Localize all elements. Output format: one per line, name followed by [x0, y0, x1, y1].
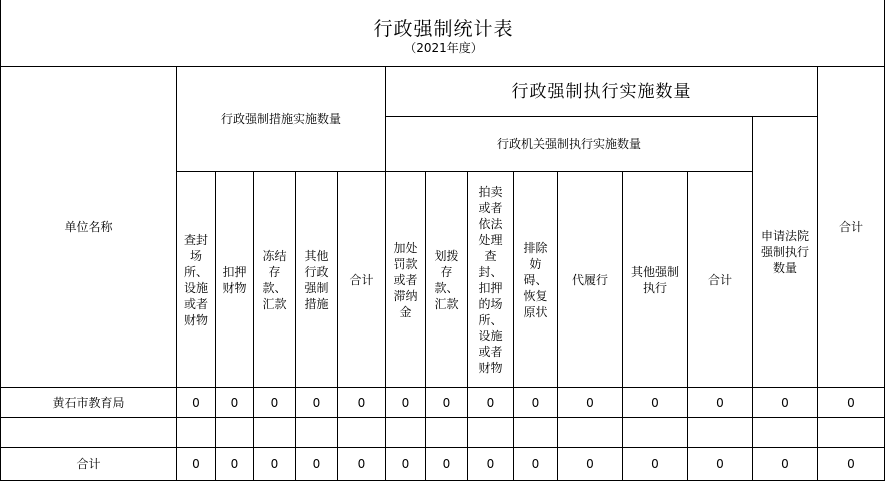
header-measure-seize-label: 扣押财物	[222, 264, 247, 295]
table-row-empty	[1, 418, 885, 448]
header-enf-remove	[514, 172, 558, 388]
cell-value	[216, 418, 254, 448]
cell-value	[296, 418, 338, 448]
cell-value: 0	[468, 388, 514, 418]
cell-value	[818, 418, 885, 448]
cell-value: 0	[177, 448, 216, 481]
cell-value: 0	[818, 388, 885, 418]
table-title: 行政强制统计表	[373, 18, 514, 40]
cell-value: 0	[338, 448, 386, 481]
header-court-application	[753, 117, 818, 388]
cell-value: 0	[688, 388, 753, 418]
cell-value	[468, 418, 514, 448]
header-enf-other	[623, 172, 688, 388]
cell-value	[623, 418, 688, 448]
enforcement-statistics-table	[0, 66, 885, 481]
row-unit-name	[1, 418, 177, 448]
cell-value	[254, 418, 296, 448]
cell-value: 0	[216, 448, 254, 481]
cell-value: 0	[514, 388, 558, 418]
header-enf-substitute: 代履行	[558, 172, 623, 388]
header-enf-other-label: 其他强制执行	[630, 264, 679, 295]
header-measure-seal-label: 查封场所、设施或者财物	[183, 232, 208, 327]
cell-value: 0	[623, 448, 688, 481]
cell-value	[558, 418, 623, 448]
cell-value	[386, 418, 426, 448]
header-measure-freeze	[254, 172, 296, 388]
cell-value: 0	[688, 448, 753, 481]
cell-value: 0	[177, 388, 216, 418]
cell-value: 0	[254, 448, 296, 481]
header-enf-transfer-label: 划拨存款、汇款	[434, 248, 459, 311]
row-unit-name: 黄石市教育局	[1, 388, 177, 418]
cell-value: 0	[386, 448, 426, 481]
header-enforcement-group: 行政强制执行实施数量	[386, 67, 818, 117]
header-enf-fine	[386, 172, 426, 388]
cell-value: 0	[468, 448, 514, 481]
cell-value: 0	[386, 388, 426, 418]
header-enf-total: 合计	[688, 172, 753, 388]
header-unit-name: 单位名称	[1, 67, 177, 388]
header-enf-auction-label: 拍卖或者依法处理查封、扣押的场所、设施或者财物	[478, 184, 503, 375]
cell-value: 0	[753, 448, 818, 481]
cell-value	[177, 418, 216, 448]
header-admin-enforcement-group: 行政机关强制执行实施数量	[386, 117, 753, 172]
cell-value: 0	[753, 388, 818, 418]
cell-value: 0	[216, 388, 254, 418]
header-court-application-label: 申请法院强制执行数量	[760, 229, 809, 275]
cell-value: 0	[426, 448, 468, 481]
cell-value: 0	[558, 388, 623, 418]
table-row	[1, 388, 885, 418]
cell-value: 0	[558, 448, 623, 481]
cell-value: 0	[338, 388, 386, 418]
header-enf-transfer	[426, 172, 468, 388]
header-measure-total: 合计	[338, 172, 386, 388]
cell-value	[514, 418, 558, 448]
header-measure-freeze-label: 冻结存款、汇款	[262, 248, 287, 311]
cell-value: 0	[296, 448, 338, 481]
cell-value: 0	[426, 388, 468, 418]
cell-value: 0	[254, 388, 296, 418]
cell-value: 0	[818, 448, 885, 481]
header-enf-auction	[468, 172, 514, 388]
header-measure-seize	[216, 172, 254, 388]
header-enf-fine-label: 加处罚款或者滞纳金	[393, 240, 418, 319]
header-enf-remove-label: 排除妨碍、恢复原状	[523, 240, 548, 319]
cell-value: 0	[514, 448, 558, 481]
cell-value	[753, 418, 818, 448]
title-area	[0, 0, 885, 66]
header-measure-other-label: 其他行政强制措施	[304, 248, 329, 311]
header-measure-other	[296, 172, 338, 388]
table-subtitle: （2021年度）	[404, 41, 483, 55]
header-measure-seal	[177, 172, 216, 388]
cell-value: 0	[623, 388, 688, 418]
cell-value: 0	[296, 388, 338, 418]
cell-value	[338, 418, 386, 448]
cell-value	[688, 418, 753, 448]
cell-value	[426, 418, 468, 448]
header-measures-group: 行政强制措施实施数量	[177, 67, 386, 172]
row-total-label: 合计	[1, 448, 177, 481]
table-row-total	[1, 448, 885, 481]
header-grand-total: 合计	[818, 67, 885, 388]
